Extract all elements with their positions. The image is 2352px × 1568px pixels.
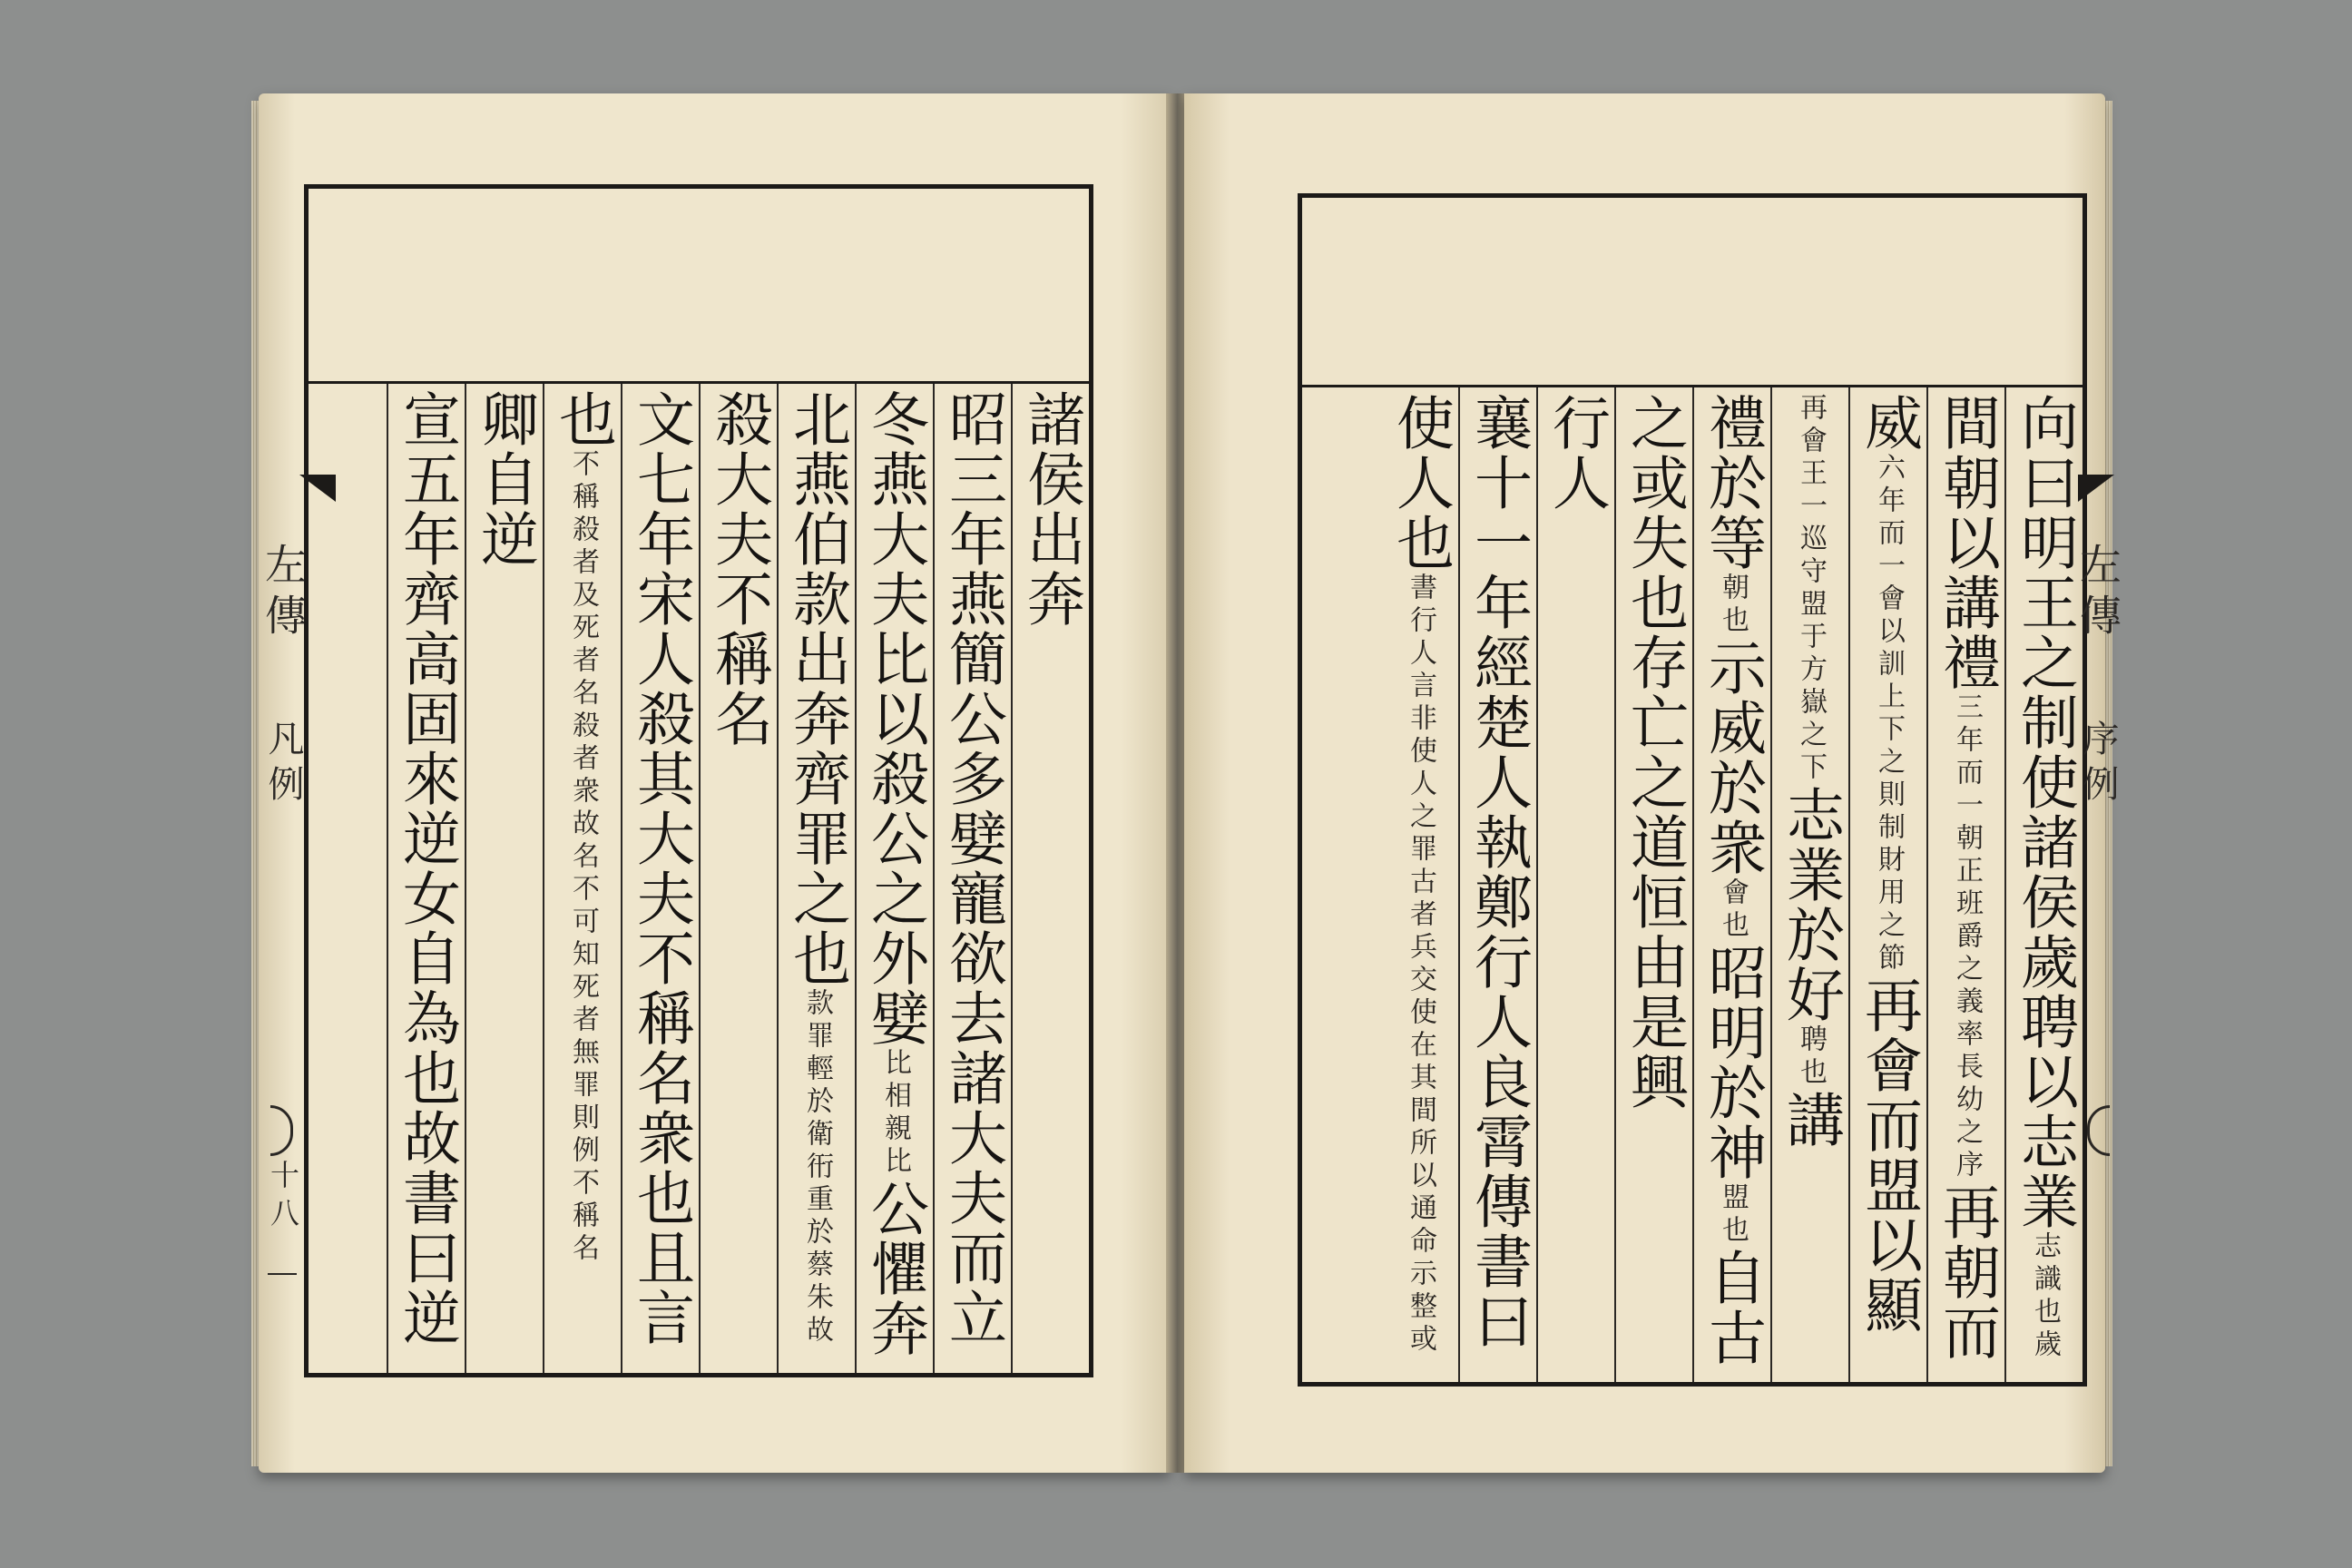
margin-section: 序例 <box>2077 720 2119 810</box>
text-column: 再會王一巡守盟于方嶽之下志業於好聘也講 <box>1770 387 1848 1382</box>
left-page-margin <box>259 184 308 1373</box>
text-column: 北燕伯款出奔齊罪之也款罪輕於衛衎重於蔡朱故 <box>777 384 855 1373</box>
text-column: 行人 <box>1536 387 1614 1382</box>
text-column: 諸侯出奔 <box>1011 384 1089 1373</box>
margin-rule <box>268 1273 297 1275</box>
text-frame-left <box>304 184 1093 1377</box>
text-column: 禮於等朝也示威於衆會也昭明於神盟也自古 <box>1692 387 1770 1382</box>
text-column: 威六年而一會以訓上下之則制財用之節再會而盟以顯 <box>1848 387 1926 1382</box>
margin-title: 左傳 <box>2073 543 2122 644</box>
right-page <box>1184 93 2122 1473</box>
text-column: 也不稱殺者及死者名殺者衆故名不可知死者無罪則例不稱名 <box>543 384 621 1373</box>
margin-marker <box>270 1105 293 1156</box>
text-column: 殺大夫不稱名 <box>699 384 777 1373</box>
left-page <box>259 93 1171 1473</box>
fishtail-mark <box>2078 475 2114 502</box>
folio-number: 十八 <box>266 1160 300 1236</box>
text-column: 向曰明王之制使諸侯歲聘以志業志識也歲 <box>2004 387 2082 1382</box>
text-columns-right <box>1302 387 2082 1382</box>
margin-section: 凡例 <box>262 720 304 810</box>
text-column: 間朝以講禮三年而一朝正班爵之義率長幼之序再朝而 <box>1926 387 2004 1382</box>
text-column: 使人也書行人言非使人之罪古者兵交使在其間所以通命示整或 <box>1387 393 1454 1357</box>
text-column: 襄十一年經楚人執鄭行人良霄傳書曰 <box>1458 387 1536 1382</box>
open-book <box>259 93 2122 1482</box>
text-column-blank <box>309 384 387 1373</box>
text-column: 冬燕大夫比以殺公之外嬖比相親比公懼奔 <box>855 384 933 1373</box>
text-column: 昭三年燕簡公多嬖寵欲去諸大夫而立 <box>933 384 1011 1373</box>
text-column: 文七年宋人殺其大夫不稱名衆也且言 <box>621 384 699 1373</box>
right-page-margin <box>2073 184 2122 1373</box>
text-column: 卿自逆 <box>465 384 543 1373</box>
text-columns-left <box>309 384 1089 1373</box>
text-frame-right <box>1298 193 2087 1387</box>
margin-title: 左傳 <box>259 543 308 644</box>
text-column: 宣五年齊高固來逆女自為也故書曰逆 <box>387 384 465 1373</box>
text-column: 之或失也存亡之道恒由是興 <box>1614 387 1692 1382</box>
margin-marker <box>2087 1105 2110 1156</box>
